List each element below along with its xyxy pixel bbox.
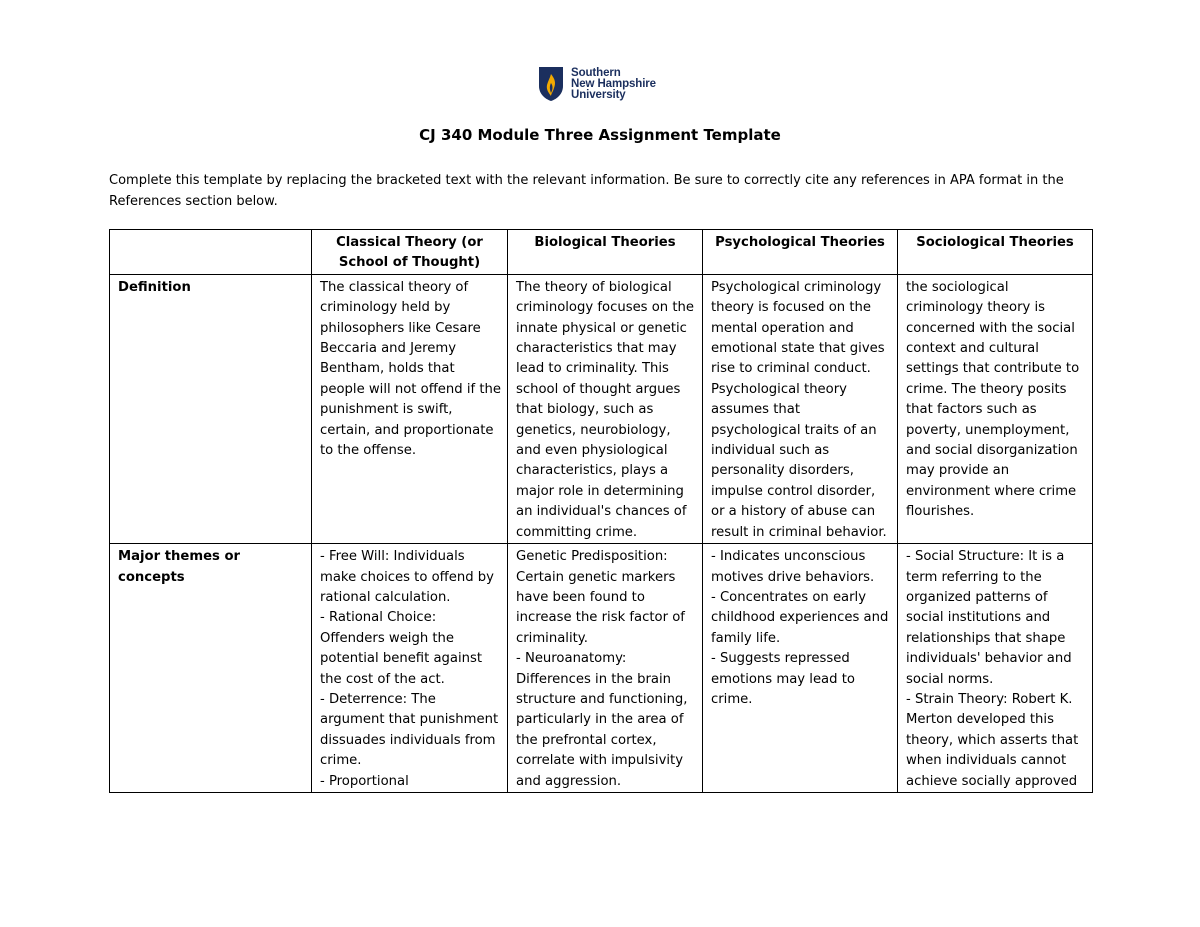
- logo-line-2: New Hampshire: [571, 77, 656, 90]
- cell-themes-classical: - Free Will: Individuals make choices to offend by rational calculation. - Rational Choice: Offenders weigh the potential benefit against the cost of the act. - Deterrence: The argument that punishment dissuades individuals from crime. - Proportional: [312, 544, 508, 793]
- shield-flame-icon: [538, 66, 564, 102]
- header-sociological: Sociological Theories: [898, 230, 1093, 275]
- cell-themes-psychological: - Indicates unconscious motives drive behaviors. - Concentrates on early childhood experiences and family life. - Suggests repressed emotions may lead to crime.: [703, 544, 898, 793]
- logo-wordmark: [571, 68, 656, 101]
- university-logo: [538, 64, 668, 104]
- logo-line-1: Southern: [571, 66, 621, 79]
- themes-row: [110, 544, 1093, 793]
- cell-definition-classical: The classical theory of criminology held by philosophers like Cesare Beccaria and Jeremy Bentham, holds that people will not offend if the punishment is swift, certain, and proportionate to the offense.: [312, 274, 508, 543]
- table-header-row: [110, 230, 1093, 275]
- instructions-paragraph: Complete this template by replacing the bracketed text with the relevant information. Be sure to correctly cite any references in APA format in the References section below.: [109, 173, 1064, 209]
- header-psychological: Psychological Theories: [703, 230, 898, 275]
- cell-themes-sociological: - Social Structure: It is a term referring to the organized patterns of social institutions and relationships that shape individuals' behavior and social norms. - Strain Theory: Robert K. Merton developed this theory, which asserts that when individuals cannot achieve socially approved: [898, 544, 1093, 793]
- theory-comparison-table: [109, 229, 1093, 793]
- corner-cell: [110, 230, 312, 275]
- cell-themes-biological: Genetic Predisposition: Certain genetic markers have been found to increase the risk factor of criminality. - Neuroanatomy: Differences in the brain structure and functioning, particularly in the area of the prefrontal cortex, correlate with impulsivity and aggression.: [508, 544, 703, 793]
- document-title: CJ 340 Module Three Assignment Template: [419, 126, 781, 144]
- logo-line-3: University: [571, 88, 626, 101]
- row-label-definition: Definition: [110, 274, 312, 543]
- cell-definition-biological: The theory of biological criminology focuses on the innate physical or genetic characteristics that may lead to criminality. This school of thought argues that biology, such as genetics, neurobiology, and even physiological characteristics, plays a major role in determining an individual's chances of committing crime.: [508, 274, 703, 543]
- header-classical: Classical Theory (or School of Thought): [312, 230, 508, 275]
- cell-definition-psychological: Psychological criminology theory is focused on the mental operation and emotional state that gives rise to criminal conduct. Psychological theory assumes that psychological traits of an individual such as personality disorders, impulse control disorder, or a history of abuse can result in criminal behavior.: [703, 274, 898, 543]
- row-label-themes: Major themes or concepts: [110, 544, 312, 793]
- definition-row: [110, 274, 1093, 543]
- header-biological: Biological Theories: [508, 230, 703, 275]
- cell-definition-sociological: the sociological criminology theory is concerned with the social context and cultural settings that contribute to crime. The theory posits that factors such as poverty, unemployment, and social disorganization may provide an environment where crime flourishes.: [898, 274, 1093, 543]
